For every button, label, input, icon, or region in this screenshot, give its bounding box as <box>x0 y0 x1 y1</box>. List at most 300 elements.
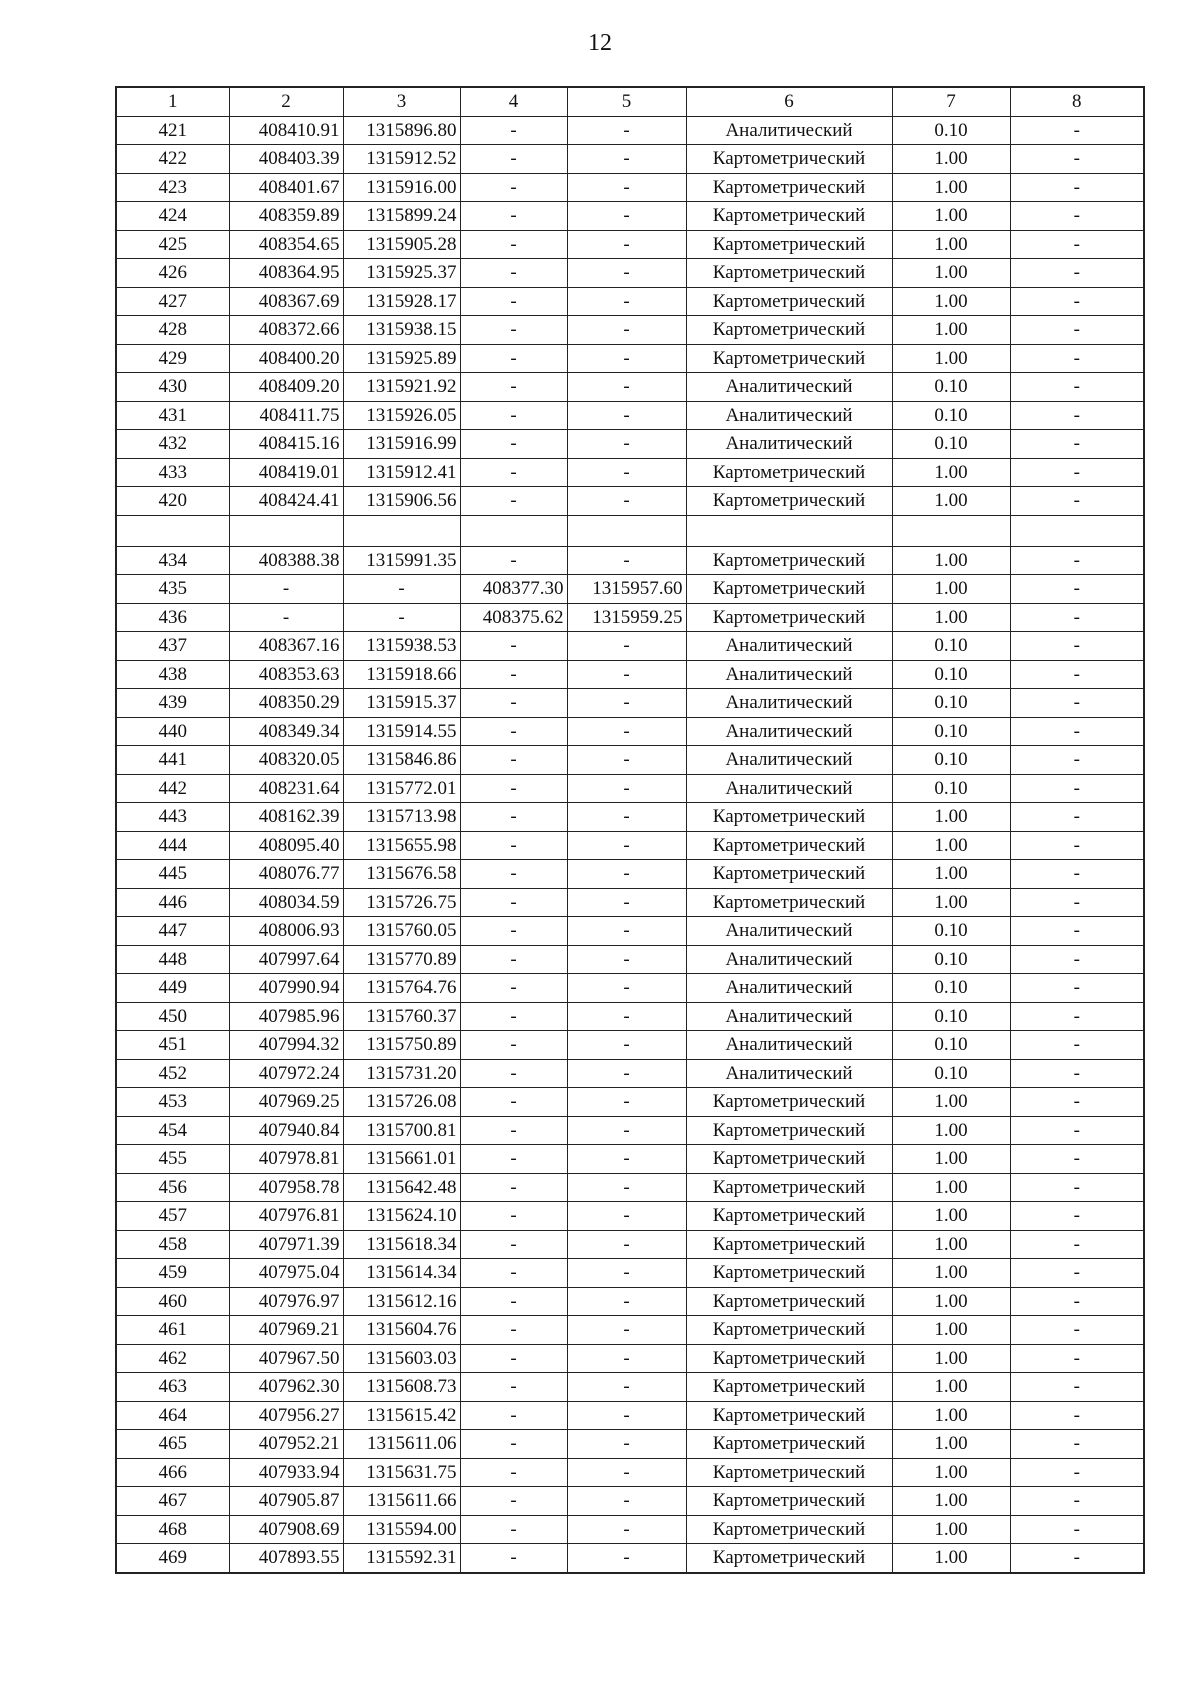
table-cell: - <box>567 173 686 202</box>
table-cell: - <box>567 1002 686 1031</box>
table-cell: - <box>460 888 567 917</box>
table-cell: 1.00 <box>892 575 1010 604</box>
table-cell: - <box>567 717 686 746</box>
table-row <box>116 430 1144 459</box>
table-cell: Картометрический <box>686 1316 892 1345</box>
table-cell: - <box>1010 173 1144 202</box>
table-cell: - <box>1010 945 1144 974</box>
table-cell: - <box>567 1230 686 1259</box>
table-cell: - <box>460 287 567 316</box>
table-cell: - <box>567 1458 686 1487</box>
table-cell: 1.00 <box>892 173 1010 202</box>
table-cell: 1315925.89 <box>343 344 460 373</box>
table-cell: 1315676.58 <box>343 860 460 889</box>
table-cell: - <box>567 1259 686 1288</box>
table-cell: 407990.94 <box>229 974 343 1003</box>
table-cell: 408367.16 <box>229 632 343 661</box>
table-cell: 465 <box>116 1430 229 1459</box>
table-cell: 1315899.24 <box>343 202 460 231</box>
table-cell: Картометрический <box>686 575 892 604</box>
table-cell: 426 <box>116 259 229 288</box>
table-cell: - <box>567 1487 686 1516</box>
table-cell: 408095.40 <box>229 831 343 860</box>
table-cell: 1315906.56 <box>343 487 460 516</box>
table-row <box>116 401 1144 430</box>
table-cell: - <box>1010 917 1144 946</box>
table-cell: Картометрический <box>686 1401 892 1430</box>
table-cell: - <box>567 1116 686 1145</box>
table-row <box>116 458 1144 487</box>
table-row <box>116 173 1144 202</box>
table-cell: - <box>567 1515 686 1544</box>
table-cell: - <box>1010 575 1144 604</box>
table-cell: - <box>567 1145 686 1174</box>
table-cell: 420 <box>116 487 229 516</box>
table-cell: - <box>1010 1230 1144 1259</box>
table-cell: 407958.78 <box>229 1173 343 1202</box>
table-cell: 441 <box>116 746 229 775</box>
table-cell: 407997.64 <box>229 945 343 974</box>
table-cell: - <box>460 660 567 689</box>
table-cell: 1.00 <box>892 1259 1010 1288</box>
table-row <box>116 603 1144 632</box>
table-cell: 464 <box>116 1401 229 1430</box>
table-cell: - <box>1010 717 1144 746</box>
table-cell: 458 <box>116 1230 229 1259</box>
table-cell: 442 <box>116 774 229 803</box>
table-cell: 1315614.34 <box>343 1259 460 1288</box>
table-cell: 408364.95 <box>229 259 343 288</box>
table-cell: 1.00 <box>892 1316 1010 1345</box>
table-cell: 463 <box>116 1373 229 1402</box>
table-cell: 467 <box>116 1487 229 1516</box>
table-row <box>116 689 1144 718</box>
table-body <box>116 116 1144 1573</box>
page-number: 12 <box>588 30 612 56</box>
table-cell: 0.10 <box>892 974 1010 1003</box>
table-cell: - <box>460 401 567 430</box>
table-cell: 408350.29 <box>229 689 343 718</box>
table-cell: - <box>567 145 686 174</box>
table-cell: 0.10 <box>892 1059 1010 1088</box>
table-row <box>116 1373 1144 1402</box>
table-cell: Аналитический <box>686 373 892 402</box>
table-cell: 407969.21 <box>229 1316 343 1345</box>
table-cell: 448 <box>116 945 229 974</box>
table-cell: 451 <box>116 1031 229 1060</box>
table-cell: - <box>567 689 686 718</box>
table-cell: 407994.32 <box>229 1031 343 1060</box>
table-cell: 1.00 <box>892 316 1010 345</box>
table-cell: 1315760.37 <box>343 1002 460 1031</box>
table-cell: - <box>1010 774 1144 803</box>
table-cell: - <box>1010 1344 1144 1373</box>
table-row <box>116 1259 1144 1288</box>
table-cell: 0.10 <box>892 774 1010 803</box>
table-row <box>116 1145 1144 1174</box>
table-cell: 1.00 <box>892 860 1010 889</box>
table-cell: 1315938.53 <box>343 632 460 661</box>
table-cell: 1.00 <box>892 1202 1010 1231</box>
table-row <box>116 259 1144 288</box>
table-cell: - <box>1010 344 1144 373</box>
table-cell: Картометрический <box>686 860 892 889</box>
table-cell: - <box>460 689 567 718</box>
table-cell: - <box>460 1116 567 1145</box>
table-cell: 1315896.80 <box>343 116 460 145</box>
table-row <box>116 230 1144 259</box>
table-cell: Картометрический <box>686 1458 892 1487</box>
table-cell: 1.00 <box>892 1487 1010 1516</box>
table-cell: 1.00 <box>892 603 1010 632</box>
table-row <box>116 717 1144 746</box>
table-cell: - <box>460 1230 567 1259</box>
table-cell: Картометрический <box>686 546 892 575</box>
table-cell <box>460 515 567 546</box>
table-cell: Картометрический <box>686 603 892 632</box>
table-cell: Картометрический <box>686 344 892 373</box>
table-cell: 1315905.28 <box>343 230 460 259</box>
table-cell: 408034.59 <box>229 888 343 917</box>
table-cell: - <box>460 230 567 259</box>
table-cell: 407940.84 <box>229 1116 343 1145</box>
table-cell: 1315926.05 <box>343 401 460 430</box>
table-header-row <box>116 87 1144 116</box>
table-cell: 1.00 <box>892 230 1010 259</box>
table-row <box>116 344 1144 373</box>
table-cell: - <box>229 575 343 604</box>
table-cell: Картометрический <box>686 1373 892 1402</box>
table-cell: 408411.75 <box>229 401 343 430</box>
table-cell: 432 <box>116 430 229 459</box>
table-row <box>116 1088 1144 1117</box>
table-cell: 407975.04 <box>229 1259 343 1288</box>
table-cell: 407976.97 <box>229 1287 343 1316</box>
table-cell: 0.10 <box>892 632 1010 661</box>
table-row <box>116 1487 1144 1516</box>
table-cell: - <box>567 774 686 803</box>
table-cell: - <box>567 888 686 917</box>
table-cell: 407956.27 <box>229 1401 343 1430</box>
table-cell: 1.00 <box>892 1430 1010 1459</box>
table-cell: Картометрический <box>686 831 892 860</box>
coordinates-table <box>115 86 1145 1574</box>
table-cell: - <box>460 487 567 516</box>
table-cell: Аналитический <box>686 401 892 430</box>
table-cell: - <box>460 145 567 174</box>
table-cell: Картометрический <box>686 1230 892 1259</box>
table-cell: Аналитический <box>686 945 892 974</box>
table-cell: 408409.20 <box>229 373 343 402</box>
table-row <box>116 917 1144 946</box>
table-cell: 1.00 <box>892 1344 1010 1373</box>
table-cell: - <box>1010 1287 1144 1316</box>
table-cell: - <box>1010 1173 1144 1202</box>
table-cell: 0.10 <box>892 1031 1010 1060</box>
table-cell: - <box>1010 116 1144 145</box>
table-cell: - <box>1010 831 1144 860</box>
table-cell: - <box>567 1430 686 1459</box>
table-cell: - <box>1010 1401 1144 1430</box>
table-cell: - <box>567 316 686 345</box>
table-cell: 1315655.98 <box>343 831 460 860</box>
table-cell: 439 <box>116 689 229 718</box>
table-cell: - <box>460 458 567 487</box>
table-cell: Картометрический <box>686 1173 892 1202</box>
table-cell: 1315991.35 <box>343 546 460 575</box>
table-cell: - <box>460 316 567 345</box>
table-cell: 0.10 <box>892 660 1010 689</box>
table-cell: - <box>460 1287 567 1316</box>
table-cell: 407952.21 <box>229 1430 343 1459</box>
table-cell: 457 <box>116 1202 229 1231</box>
table-cell: 443 <box>116 803 229 832</box>
table-row <box>116 1116 1144 1145</box>
table-cell: Картометрический <box>686 316 892 345</box>
table-cell: - <box>567 660 686 689</box>
table-row <box>116 373 1144 402</box>
table-cell: - <box>460 202 567 231</box>
table-cell: 1315726.75 <box>343 888 460 917</box>
table-cell: - <box>1010 430 1144 459</box>
table-cell: Картометрический <box>686 202 892 231</box>
table-cell: 1315603.03 <box>343 1344 460 1373</box>
table-cell: - <box>460 746 567 775</box>
table-cell: - <box>1010 1458 1144 1487</box>
table-cell: - <box>460 1515 567 1544</box>
table-cell: - <box>567 1088 686 1117</box>
table-cell: - <box>1010 860 1144 889</box>
table-cell: - <box>460 945 567 974</box>
table-cell: 1.00 <box>892 487 1010 516</box>
table-cell: - <box>567 1173 686 1202</box>
table-cell: 468 <box>116 1515 229 1544</box>
table-cell: Картометрический <box>686 1116 892 1145</box>
table-cell: 0.10 <box>892 945 1010 974</box>
table-cell: 0.10 <box>892 1002 1010 1031</box>
table-cell: 1315713.98 <box>343 803 460 832</box>
table-cell: Картометрический <box>686 487 892 516</box>
table-cell: - <box>460 1088 567 1117</box>
table-cell: 0.10 <box>892 430 1010 459</box>
table-cell: 1315915.37 <box>343 689 460 718</box>
table-cell: - <box>460 632 567 661</box>
table-cell: - <box>460 1458 567 1487</box>
table-row <box>116 1202 1144 1231</box>
table-cell: 408424.41 <box>229 487 343 516</box>
table-cell: 1315914.55 <box>343 717 460 746</box>
table-row <box>116 1287 1144 1316</box>
table-cell: 444 <box>116 831 229 860</box>
table-cell: 1.00 <box>892 831 1010 860</box>
table-cell: 408231.64 <box>229 774 343 803</box>
table-cell: - <box>567 1059 686 1088</box>
table-cell: 1315770.89 <box>343 945 460 974</box>
table-cell: - <box>1010 145 1144 174</box>
table-cell: Картометрический <box>686 1344 892 1373</box>
table-cell: 407962.30 <box>229 1373 343 1402</box>
table-cell: - <box>567 831 686 860</box>
table-cell: - <box>460 860 567 889</box>
table-cell: Аналитический <box>686 660 892 689</box>
table-cell: Картометрический <box>686 1088 892 1117</box>
table-cell: Аналитический <box>686 717 892 746</box>
table-cell: 1.00 <box>892 1458 1010 1487</box>
table-cell: 434 <box>116 546 229 575</box>
table-cell: 1.00 <box>892 1173 1010 1202</box>
table-cell: 424 <box>116 202 229 231</box>
table-cell: 450 <box>116 1002 229 1031</box>
table-row <box>116 803 1144 832</box>
table-cell: - <box>460 1344 567 1373</box>
table-cell: - <box>567 1401 686 1430</box>
table-cell: 407967.50 <box>229 1344 343 1373</box>
table-cell: Картометрический <box>686 1287 892 1316</box>
table-cell: 0.10 <box>892 116 1010 145</box>
table-cell: - <box>460 1031 567 1060</box>
table-cell: 1315615.42 <box>343 1401 460 1430</box>
table-cell: - <box>1010 458 1144 487</box>
table-row <box>116 1458 1144 1487</box>
table-cell: - <box>460 1430 567 1459</box>
table-cell: Картометрический <box>686 259 892 288</box>
table-cell: - <box>460 1401 567 1430</box>
table-cell: 427 <box>116 287 229 316</box>
table-cell: - <box>460 1145 567 1174</box>
table-cell: 408006.93 <box>229 917 343 946</box>
table-cell: - <box>460 803 567 832</box>
table-cell: 1315772.01 <box>343 774 460 803</box>
table-cell: - <box>567 458 686 487</box>
table-cell: - <box>567 1316 686 1345</box>
table-row <box>116 1230 1144 1259</box>
table-cell: - <box>567 1544 686 1573</box>
table-cell: - <box>567 546 686 575</box>
table-cell: - <box>1010 1430 1144 1459</box>
table-cell: - <box>567 230 686 259</box>
table-row <box>116 774 1144 803</box>
table-cell: 408320.05 <box>229 746 343 775</box>
table-cell <box>567 515 686 546</box>
table-cell: Картометрический <box>686 1259 892 1288</box>
table-row <box>116 1344 1144 1373</box>
table-cell: - <box>1010 1316 1144 1345</box>
table-cell: 1.00 <box>892 1088 1010 1117</box>
table-cell: 408377.30 <box>460 575 567 604</box>
table-cell: Картометрический <box>686 803 892 832</box>
table-cell: 1315611.06 <box>343 1430 460 1459</box>
table-cell: - <box>1010 1031 1144 1060</box>
table-cell: - <box>460 1059 567 1088</box>
table-cell: 429 <box>116 344 229 373</box>
table-row <box>116 1401 1144 1430</box>
table-cell: 1315916.99 <box>343 430 460 459</box>
table-cell: 1315611.66 <box>343 1487 460 1516</box>
table-cell: - <box>567 259 686 288</box>
table-cell: - <box>1010 546 1144 575</box>
table-row <box>116 515 1144 546</box>
table-cell: 1315925.37 <box>343 259 460 288</box>
table-cell: Аналитический <box>686 116 892 145</box>
table-cell: - <box>1010 974 1144 1003</box>
table-cell: - <box>567 917 686 946</box>
table-cell: - <box>1010 803 1144 832</box>
table-cell: 428 <box>116 316 229 345</box>
table-row <box>116 1173 1144 1202</box>
table-cell: 1.00 <box>892 1515 1010 1544</box>
table-cell: - <box>460 373 567 402</box>
table-cell: 1.00 <box>892 344 1010 373</box>
table-cell: - <box>1010 202 1144 231</box>
table-cell: - <box>1010 1202 1144 1231</box>
table-cell: - <box>567 344 686 373</box>
column-header: 3 <box>343 87 460 116</box>
table-cell: - <box>567 803 686 832</box>
column-header: 1 <box>116 87 229 116</box>
table-cell: - <box>460 259 567 288</box>
table-cell: 1315764.76 <box>343 974 460 1003</box>
table-cell: Аналитический <box>686 974 892 1003</box>
table-cell: 1315608.73 <box>343 1373 460 1402</box>
table-cell: - <box>567 373 686 402</box>
table-cell: - <box>567 401 686 430</box>
table-cell: 1.00 <box>892 1145 1010 1174</box>
table-cell: 0.10 <box>892 373 1010 402</box>
table-cell: 407978.81 <box>229 1145 343 1174</box>
table-cell: 1.00 <box>892 1116 1010 1145</box>
table-row <box>116 487 1144 516</box>
table-cell: 0.10 <box>892 401 1010 430</box>
table-cell: 431 <box>116 401 229 430</box>
table-cell: - <box>1010 660 1144 689</box>
table-cell: 408353.63 <box>229 660 343 689</box>
table-cell: - <box>1010 287 1144 316</box>
table-cell: - <box>460 546 567 575</box>
table-row <box>116 945 1144 974</box>
table-cell: - <box>460 717 567 746</box>
table-cell <box>343 515 460 546</box>
table-cell: - <box>1010 373 1144 402</box>
table-cell: - <box>460 831 567 860</box>
table-cell <box>116 515 229 546</box>
table-cell: 1315624.10 <box>343 1202 460 1231</box>
table-cell: - <box>567 1373 686 1402</box>
column-header: 7 <box>892 87 1010 116</box>
table-cell: 460 <box>116 1287 229 1316</box>
table-cell: - <box>460 917 567 946</box>
table-cell <box>892 515 1010 546</box>
table-cell: 408367.69 <box>229 287 343 316</box>
table-cell: - <box>460 430 567 459</box>
table-cell: 1315938.15 <box>343 316 460 345</box>
table-cell: 408415.16 <box>229 430 343 459</box>
table-cell: 408403.39 <box>229 145 343 174</box>
table-row <box>116 1544 1144 1573</box>
table-cell: 1315661.01 <box>343 1145 460 1174</box>
table-cell: - <box>460 116 567 145</box>
table-cell: 408354.65 <box>229 230 343 259</box>
table-cell: 466 <box>116 1458 229 1487</box>
table-cell: 437 <box>116 632 229 661</box>
column-header: 2 <box>229 87 343 116</box>
table-cell: - <box>1010 401 1144 430</box>
table-cell: 1315918.66 <box>343 660 460 689</box>
table-cell: - <box>567 202 686 231</box>
table-cell: Аналитический <box>686 1031 892 1060</box>
table-cell: 452 <box>116 1059 229 1088</box>
table-cell: - <box>460 774 567 803</box>
table-cell: 433 <box>116 458 229 487</box>
